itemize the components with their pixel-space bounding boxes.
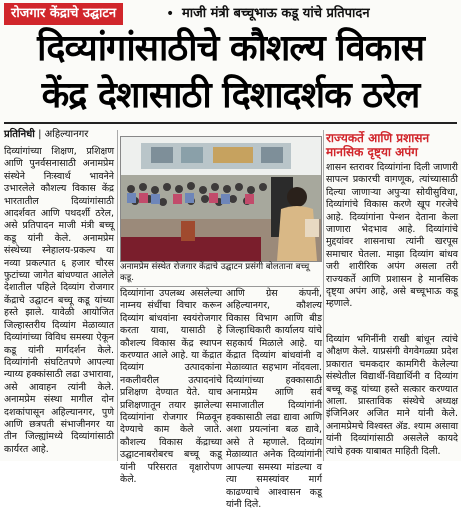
byline-separator: | <box>38 129 42 140</box>
byline-label: प्रतिनिधी <box>4 129 35 140</box>
article-text: दिव्यांगांच्या शिक्षण, प्रशिक्षण आणि पुनर्वसनासाठी अनामप्रेम संस्थेने निःस्वार्थ भावनेने उभारलेले कौशल्य विकास केंद्र भारतातील दिव्यांगांसाठी आदर्शवत आणि पथदर्शी ठरेल, असे प्रतिपादन माजी मंत्री बच्चू कडू यांनी केले. अनामप्रेम संस्थेच्या स्नेहालय-प्रकल्प या नव्या प्रकल्पात ६ हजार चौरस फुटांच्या जागेत बांधण्यात आलेले देशातील पहिले दिव्यांग रोजगार केंद्राचे उद्घाटन बच्चू कडू यांच्या हस्ते झाले. यावेळी आयोजित जिल्हास्तरीय दिव्यांग मेळाव्यात दिव्यांगांच्या विविध समस्या ऐकून कडू यांनी मार्गदर्शन केले. दिव्यांगांनी संघटितपणे आपल्या न्याय्य हक्कांसाठी लढा उभारावा, असे आवाहन त्यांनी केले. अनामप्रेम संस्था मागील दोन दशकांपासून अहिल्यानगर, पुणे आणि छत्रपती संभाजीनगर या तीन जिल्ह्यांमध्ये दिव्यांगांसाठी कार्यरत आहे. <box>4 146 114 455</box>
byline <box>4 128 88 142</box>
article-text: दिव्यांग भगिनींनी राखी बांधून त्यांचे औक्षण केले. याप्रसंगी वेगवेगळ्या प्रदेश प्रकारात चमकदार कामगिरी केलेल्या संस्थेतील विद्यार्थी-विद्यार्थिनी व दिव्यांग बच्चू कडू यांच्या हस्ते सत्कार करण्यात आला. प्रास्ताविक संस्थेचे अध्यक्ष इंजिनिअर अजित माने यांनी केले. अनामप्रेमचे विश्वस्त ॲड. श्याम असावा यांनी दिव्यांगांसाठी असलेले कायदे त्यांचे हक्क याबाबत माहिती दिली. <box>326 334 458 457</box>
subheadline: माजी मंत्री बच्चूभाऊ कडू यांचे प्रतिपादन <box>182 6 370 21</box>
headline-rule <box>4 122 457 124</box>
bullet-separator: • <box>166 6 175 22</box>
sidebar-paragraph: शासन स्तरावर दिव्यांगांना दिली जाणारी सापत्न प्रकारची वागणूक, त्यांच्यासाठी दिल्या जाणाऱ्या अपुऱ्या सोयीसुविधा, दिव्यांगांचे विकास करणे खूप गरजेचे आहे. दिव्यांगांना पेन्शन देताना केला जाणारा भेदभाव आहे. दिव्यांगांचे मुद्दयांवर शासनाचा त्यांनी खरपूस समाचार घेतला. माझा दिव्यांग बांधव जरी शारीरिक अपंग असला तरी राज्यकर्ते आणि प्रशासन हे मानसिक दृष्ट्या अपंग आहे, असे बच्चूभाऊ कडू म्हणाले. <box>326 162 458 310</box>
headline-line-2: केंद्र देशासाठी दिशादर्शक ठरेल <box>41 75 420 116</box>
header-strip <box>4 3 457 25</box>
photo-caption: अनामप्रेम संस्थेत रोजगार केंद्राचे उद्घाटन प्रसंगी बोलताना बच्चू कडू. <box>120 262 320 287</box>
article-column-5 <box>326 334 458 461</box>
article-column-3 <box>226 288 322 510</box>
article-text: आणि ग्रेस कंपनी, अहिल्यानगर, कौशल्य विकास विभाग आणि बीड जिल्हाधिकारी कार्यालय यांचे सहकार्य मिळाले आहे. या केंद्रात दिव्यांग बांधवांनी व मेळाव्यात सहभाग नोंदवला. दिव्यांगांच्या हक्कासाठी अनामप्रेम आणि सर्व समाजातील दिव्यांगांनी हक्कासाठी लढा द्यावा आणि अशा प्रयत्नांना बळ द्यावे, असे ते म्हणाले. दिव्यांग मेळाव्यात अनेक दिव्यांगांनी आपल्या समस्या मांडल्या व त्या समस्यांवर मार्ग काढण्याचे आश्वासन कडू यांनी दिले. <box>226 288 322 510</box>
article-column-2 <box>120 288 222 486</box>
article-column-1 <box>4 146 114 461</box>
event-photo <box>120 136 322 262</box>
column-divider <box>323 130 324 461</box>
headline-line-1: दिव्यांगांसाठीचे कौशल्य विकास <box>37 28 424 69</box>
kicker-badge: रोजगार केंद्राचे उद्घाटन <box>4 3 123 25</box>
sidebar-text <box>326 162 458 332</box>
sidebar-title: राज्यकर्ते आणि प्रशासन मानसिक दृष्ट्या अपंग <box>326 131 430 159</box>
byline-place: अहिल्यानगर <box>44 129 89 140</box>
column-divider <box>117 130 118 461</box>
hall-scene-image <box>121 137 321 261</box>
article-text: दिव्यांगांना उपलब्ध असलेल्या नाम्नय संधींचा विचार करून दिव्यांग बांधवांना स्वयंरोजगार करता यावा, यासाठी हे कौशल्य विकास केंद्र स्थापन करण्यात आले आहे. या केंद्रात दिव्यांग उत्पादकांना नकलीवरील उत्पादनांचे प्रशिक्षण देण्यात येते. याच प्रशिक्षणातून तयार झालेल्या दिव्यांगांना रोजगार मिळवून देण्याचे काम केले जाते. कौशल्य विकास केंद्राच्या उद्घाटनाबरोबरच बच्चू कडू यांनी परिसरात वृक्षारोपण केले. <box>120 288 222 486</box>
